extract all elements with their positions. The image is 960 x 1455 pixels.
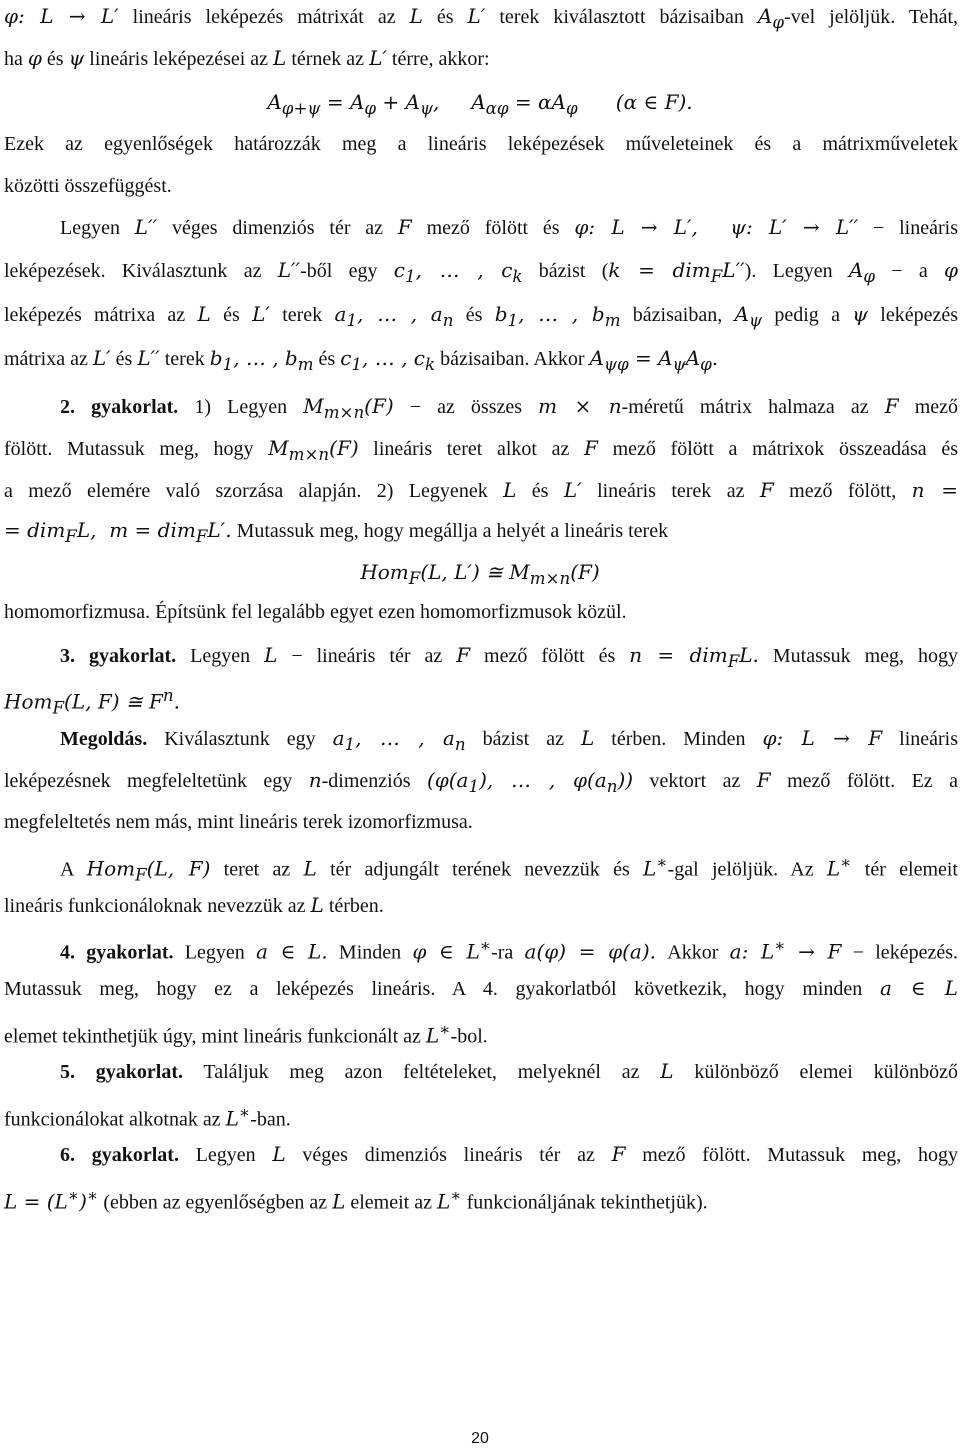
text-run: és <box>41 48 69 70</box>
text-run: és <box>210 304 253 326</box>
math-run: A <box>734 302 749 326</box>
exercise-2-start <box>60 392 958 427</box>
text-run: lineáris leképezései az <box>84 48 274 70</box>
math-superscript: ∗ <box>774 936 786 955</box>
bold-label: Megoldás. <box>60 728 148 750</box>
text-run: véges dimenziós lineáris tér az <box>285 1144 612 1166</box>
text-run: lineáris funkcionáloknak nevezzük az <box>4 895 311 917</box>
math-run: (α ∈ F). <box>577 90 693 114</box>
math-run: L <box>197 302 211 326</box>
text-line <box>4 516 958 551</box>
math-run: , … , b <box>233 346 298 370</box>
math-run: (L, L′) ≅ M <box>420 560 530 584</box>
text-line <box>4 476 958 505</box>
text-line <box>4 344 958 379</box>
math-subscript: m×n <box>323 403 365 422</box>
text-run: -méretű mátrix halmaza az <box>621 396 885 418</box>
text-run: Ezek az egyenlőségek határozzák meg a lineáris leképezések műveleteinek és a mátrixműveletek <box>4 133 958 155</box>
math-run: L′′ <box>277 258 301 282</box>
math-run: (F) <box>364 394 394 418</box>
math-run: a <box>334 302 347 326</box>
math-run: (F) <box>329 436 359 460</box>
math-run: L <box>437 1189 451 1214</box>
math-run: , … , c <box>415 258 513 282</box>
math-superscript: ∗ <box>86 1186 99 1205</box>
text-run: Legyen <box>60 217 135 239</box>
text-run: funkcionáljának tekinthetjük). <box>461 1191 708 1214</box>
math-run: L′′ <box>722 258 745 282</box>
math-subscript: φ <box>772 13 785 32</box>
math-run: m × n <box>538 394 622 418</box>
display-equation <box>0 558 960 593</box>
math-run: → F <box>785 939 842 964</box>
text-run: elemet tekinthetjük úgy, mint lineáris funkcionált az <box>4 1025 426 1048</box>
text-run: mező fölött. Ez a <box>770 770 958 792</box>
math-superscript: ∗ <box>479 936 492 955</box>
text-line <box>4 44 958 73</box>
math-subscript: 1 <box>222 355 234 374</box>
math-superscript: ∗ <box>656 853 668 872</box>
bold-label: 2. gyakorlat. <box>60 396 179 418</box>
text-run: Mutassuk meg, hogy ez a leképezés lineáris. A 4. gyakorlatból következik, hogy minden <box>4 978 880 1000</box>
math-run: (L, F) <box>146 856 211 881</box>
math-run: L′′ <box>137 346 160 370</box>
math-run: n <box>308 768 322 792</box>
text-run: bázisaiban. Akkor <box>435 348 590 370</box>
text-run: -dimenziós <box>321 770 427 792</box>
text-line <box>4 808 958 836</box>
text-run: mező fölött és <box>470 645 630 667</box>
text-run: funkcionálokat alkotnak az <box>4 1108 226 1131</box>
math-run: a ∈ L. <box>256 939 328 964</box>
math-run: F <box>611 1142 626 1166</box>
math-subscript: 1 <box>344 735 356 754</box>
text-run: terek <box>159 348 210 370</box>
math-subscript: m×n <box>288 445 330 464</box>
text-line <box>4 300 958 335</box>
math-run: L′ <box>467 4 486 28</box>
math-run: L <box>273 46 287 70</box>
exercise-3-start <box>60 641 958 676</box>
text-run: mező <box>898 396 959 418</box>
text-run: és <box>313 348 341 370</box>
math-run: L <box>643 856 657 881</box>
math-run: , A <box>433 90 486 114</box>
text-line <box>4 130 958 158</box>
math-run: L′ <box>252 302 270 326</box>
math-run: k = dim <box>608 258 711 282</box>
math-subscript: φ <box>565 99 578 118</box>
text-run: − lineáris <box>858 217 958 239</box>
math-run: L′′ <box>134 215 158 239</box>
math-run: + A <box>376 90 420 114</box>
text-run: -ra <box>491 941 525 964</box>
text-run: − leképezés. <box>841 941 958 964</box>
math-run: ψ <box>852 302 868 326</box>
text-run: mező fölött. Mutassuk meg, hogy <box>625 1144 958 1166</box>
text-run: és <box>516 480 564 502</box>
math-superscript: n <box>162 686 174 705</box>
text-run: térnek az <box>286 48 370 70</box>
text-run: bázist az <box>465 728 581 750</box>
text-run: homomorfizmusa. Építsünk fel legalább egyet ezen homomorfizmusok közül. <box>4 601 627 623</box>
text-run: lineáris leképezés mátrixát az <box>118 6 410 28</box>
text-line <box>4 682 958 723</box>
text-run: tér adjungált terének nevezzük és <box>316 858 644 881</box>
math-subscript: F <box>52 698 65 718</box>
text-run: Akkor <box>655 941 730 964</box>
text-line <box>60 213 958 242</box>
math-run: n = <box>911 478 959 502</box>
math-subscript: n <box>454 735 466 754</box>
math-subscript: k <box>425 355 436 374</box>
math-run: A <box>589 346 604 370</box>
math-subscript: ψ <box>419 99 434 118</box>
math-superscript: ∗ <box>450 1186 462 1205</box>
math-subscript: F <box>408 569 421 588</box>
math-subscript: ψφ <box>603 355 629 374</box>
math-run: A <box>848 258 864 282</box>
math-run: A <box>267 90 282 114</box>
math-run: L′ <box>369 46 387 70</box>
text-run: bázist ( <box>522 260 609 282</box>
text-line <box>4 1016 958 1051</box>
math-run: = A <box>320 90 365 114</box>
math-run: φ <box>943 258 958 282</box>
math-run: , … , a <box>355 726 455 750</box>
math-subscript: n <box>606 777 618 796</box>
math-subscript: 1 <box>351 355 362 374</box>
bold-label: 5. gyakorlat. <box>60 1061 183 1083</box>
bold-label: 6. gyakorlat. <box>60 1144 179 1166</box>
math-run: Hom <box>4 689 53 714</box>
math-subscript: 1 <box>346 311 358 330</box>
text-line <box>4 256 958 291</box>
text-run: leképezés mátrixa az <box>4 304 198 326</box>
math-subscript: φ <box>700 355 712 374</box>
math-run: = dim <box>4 518 66 542</box>
math-run: , … , a <box>357 302 443 326</box>
math-run: L <box>826 856 841 881</box>
math-run: a <box>332 726 345 750</box>
text-line <box>4 598 958 626</box>
text-run: lineáris <box>882 728 959 750</box>
math-run: . <box>711 346 719 370</box>
math-run: F <box>456 643 471 667</box>
text-run: elemeit az <box>345 1191 437 1214</box>
text-run: Kiválasztunk egy <box>147 728 333 750</box>
text-run: megfeleltetés nem más, mint lineáris terek izomorfizmusa. <box>4 811 473 833</box>
text-run: Legyen <box>176 645 265 667</box>
math-run: L <box>303 856 317 881</box>
math-run: Hom <box>360 560 409 584</box>
math-run: L <box>310 893 324 917</box>
text-run: térben. Minden <box>594 728 763 750</box>
text-run: lineáris terek az <box>581 480 760 502</box>
exercise-5-start <box>60 1057 958 1086</box>
text-line <box>4 434 958 469</box>
text-run: különböző elemei különböző <box>673 1061 959 1083</box>
text-line <box>4 974 958 1003</box>
text-run: (ebben az egyenlőségben az <box>98 1191 333 1214</box>
text-line <box>4 2 958 37</box>
text-run: fölött. Mutassuk meg, hogy <box>4 438 269 460</box>
text-line <box>4 1182 958 1217</box>
math-run: L′. <box>207 518 232 542</box>
text-run: mező fölött a mátrixok összeadása és <box>597 438 958 460</box>
text-run: tér elemeit <box>851 858 958 881</box>
text-run: vektort az <box>633 770 757 792</box>
text-run: lineáris teret alkot az <box>358 438 585 460</box>
math-subscript: F <box>727 652 740 671</box>
math-run: L. <box>739 643 759 667</box>
math-subscript: m <box>297 355 314 374</box>
math-run: n = dim <box>629 643 728 667</box>
text-run: térben. <box>323 895 384 917</box>
math-run: ) <box>79 1189 87 1214</box>
math-run: b <box>494 302 508 326</box>
math-run: a: L <box>729 939 775 964</box>
math-run: F <box>884 394 899 418</box>
solution-start <box>60 724 958 759</box>
math-subscript: 1 <box>468 777 480 796</box>
text-line <box>4 766 958 801</box>
text-line <box>4 891 958 920</box>
math-subscript: ψ <box>748 311 763 330</box>
math-run: L′ <box>563 478 582 502</box>
text-run: Mutassuk meg, hogy megállja a helyét a lineáris terek <box>231 520 669 542</box>
math-run: L <box>425 1023 440 1048</box>
math-subscript: φ <box>364 99 377 118</box>
math-run: ψ <box>68 46 85 70</box>
math-run: L <box>580 726 595 750</box>
math-run: M <box>268 436 289 460</box>
math-run: . <box>173 689 180 714</box>
math-superscript: ∗ <box>439 1020 451 1039</box>
text-run: ha <box>4 48 28 70</box>
math-superscript: ∗ <box>67 1186 80 1205</box>
display-equation <box>0 88 960 123</box>
math-run: b <box>209 346 223 370</box>
text-run: 1) Legyen <box>178 396 304 418</box>
math-subscript: F <box>195 527 208 546</box>
text-run: leképezések. Kiválasztunk az <box>4 260 278 282</box>
math-superscript: ∗ <box>238 1103 251 1122</box>
math-run: F <box>584 436 598 460</box>
math-run: M <box>303 394 324 418</box>
text-run: térre, akkor: <box>386 48 490 70</box>
math-run: φ ∈ L <box>412 939 480 964</box>
text-line <box>4 1099 958 1134</box>
math-run: = A <box>628 346 673 370</box>
math-run: (F) <box>570 560 600 584</box>
math-run: F <box>397 215 412 239</box>
math-run: a ∈ L <box>879 976 958 1000</box>
text-run: -ban. <box>250 1108 291 1131</box>
math-superscript: ∗ <box>840 853 852 872</box>
page-number: 20 <box>471 1430 489 1447</box>
text-run: terek kiválasztott bázisaiban <box>485 6 758 28</box>
math-subscript: m <box>604 311 621 330</box>
math-run: , … , c <box>362 346 425 370</box>
math-subscript: n <box>442 311 454 330</box>
text-run: -ből egy <box>300 260 394 282</box>
text-run: -bol. <box>450 1025 488 1048</box>
math-run: )) <box>617 768 634 792</box>
text-run: Legyen <box>178 1144 273 1166</box>
math-run: L, m = dim <box>76 518 196 542</box>
text-run: mező fölött, <box>773 480 912 502</box>
math-subscript: 1 <box>507 311 519 330</box>
math-run: L <box>503 478 517 502</box>
math-subscript: φ+ψ <box>281 99 321 118</box>
text-run: és <box>453 304 495 326</box>
text-run: teret az <box>210 858 304 881</box>
text-line <box>60 849 958 890</box>
text-run: közötti összefüggést. <box>4 175 172 197</box>
math-run: = αA <box>508 90 566 114</box>
math-subscript: F <box>65 527 77 546</box>
math-run: L <box>660 1059 674 1083</box>
math-run: F <box>759 478 774 502</box>
math-run: L <box>409 4 423 28</box>
text-run: − lineáris tér az <box>277 645 457 667</box>
text-run: mező fölött és <box>411 217 575 239</box>
math-run: L = (L <box>4 1189 68 1214</box>
text-run: és <box>422 6 468 28</box>
exercise-6-start <box>60 1140 958 1169</box>
math-subscript: 1 <box>404 267 416 286</box>
text-line <box>4 172 958 200</box>
text-run: mátrixa az <box>4 348 93 370</box>
text-run: − a <box>874 260 944 282</box>
text-run: a mező elemére való szorzása alapján. 2) Legyenek <box>4 480 504 502</box>
text-run: − az összes <box>393 396 539 418</box>
math-run: L <box>272 1142 286 1166</box>
math-run: Hom <box>86 856 136 881</box>
text-run: terek <box>269 304 335 326</box>
text-run: -vel jelöljük. Tehát, <box>784 6 958 28</box>
text-run: leképezés <box>867 304 959 326</box>
math-subscript: m×n <box>529 569 571 588</box>
text-run: -gal jelöljük. Az <box>667 858 827 881</box>
math-subscript: F <box>710 267 723 286</box>
math-run: L <box>225 1106 239 1131</box>
text-run: A <box>60 858 87 881</box>
math-subscript: αφ <box>485 99 509 118</box>
text-run: pedig a <box>762 304 853 326</box>
bold-label: 3. gyakorlat. <box>60 645 177 667</box>
text-run: véges dimenziós tér az <box>157 217 398 239</box>
math-subscript: φ <box>863 267 875 286</box>
text-run: Legyen <box>173 941 257 964</box>
math-run: F <box>756 768 771 792</box>
math-run: ), … , φ(a <box>479 768 607 792</box>
exercise-4-start <box>60 932 958 967</box>
math-run: φ <box>27 46 42 70</box>
text-run: leképezésnek megfeleltetünk egy <box>4 770 309 792</box>
math-run: φ: L → L′ <box>4 4 119 28</box>
text-run: ). Legyen <box>744 260 849 282</box>
math-subscript: F <box>135 865 147 885</box>
math-run: L <box>332 1189 346 1214</box>
text-run: és <box>110 348 138 370</box>
math-run: (L, F) ≅ F <box>64 689 163 714</box>
math-run: φ: L → F <box>762 726 883 750</box>
text-run: Minden <box>327 941 413 964</box>
math-run: A <box>685 346 701 370</box>
text-run: Találjuk meg azon feltételeket, melyeknél az <box>182 1061 661 1083</box>
math-run: φ: L → L′, ψ: L′ → L′′ <box>574 215 859 239</box>
math-subscript: k <box>512 267 523 286</box>
math-run: , … , b <box>518 302 605 326</box>
bold-label: 4. gyakorlat. <box>60 941 174 964</box>
math-run: L′ <box>92 346 111 370</box>
math-run: A <box>757 4 773 28</box>
text-run: Mutassuk meg, hogy <box>758 645 958 667</box>
math-subscript: ψ <box>672 355 686 374</box>
math-run: c <box>393 258 405 282</box>
math-run: c <box>340 346 352 370</box>
text-run: bázisaiban, <box>620 304 735 326</box>
math-run: L <box>264 643 278 667</box>
math-run: (φ(a <box>426 768 469 792</box>
math-run: a(φ) = φ(a). <box>524 939 656 964</box>
